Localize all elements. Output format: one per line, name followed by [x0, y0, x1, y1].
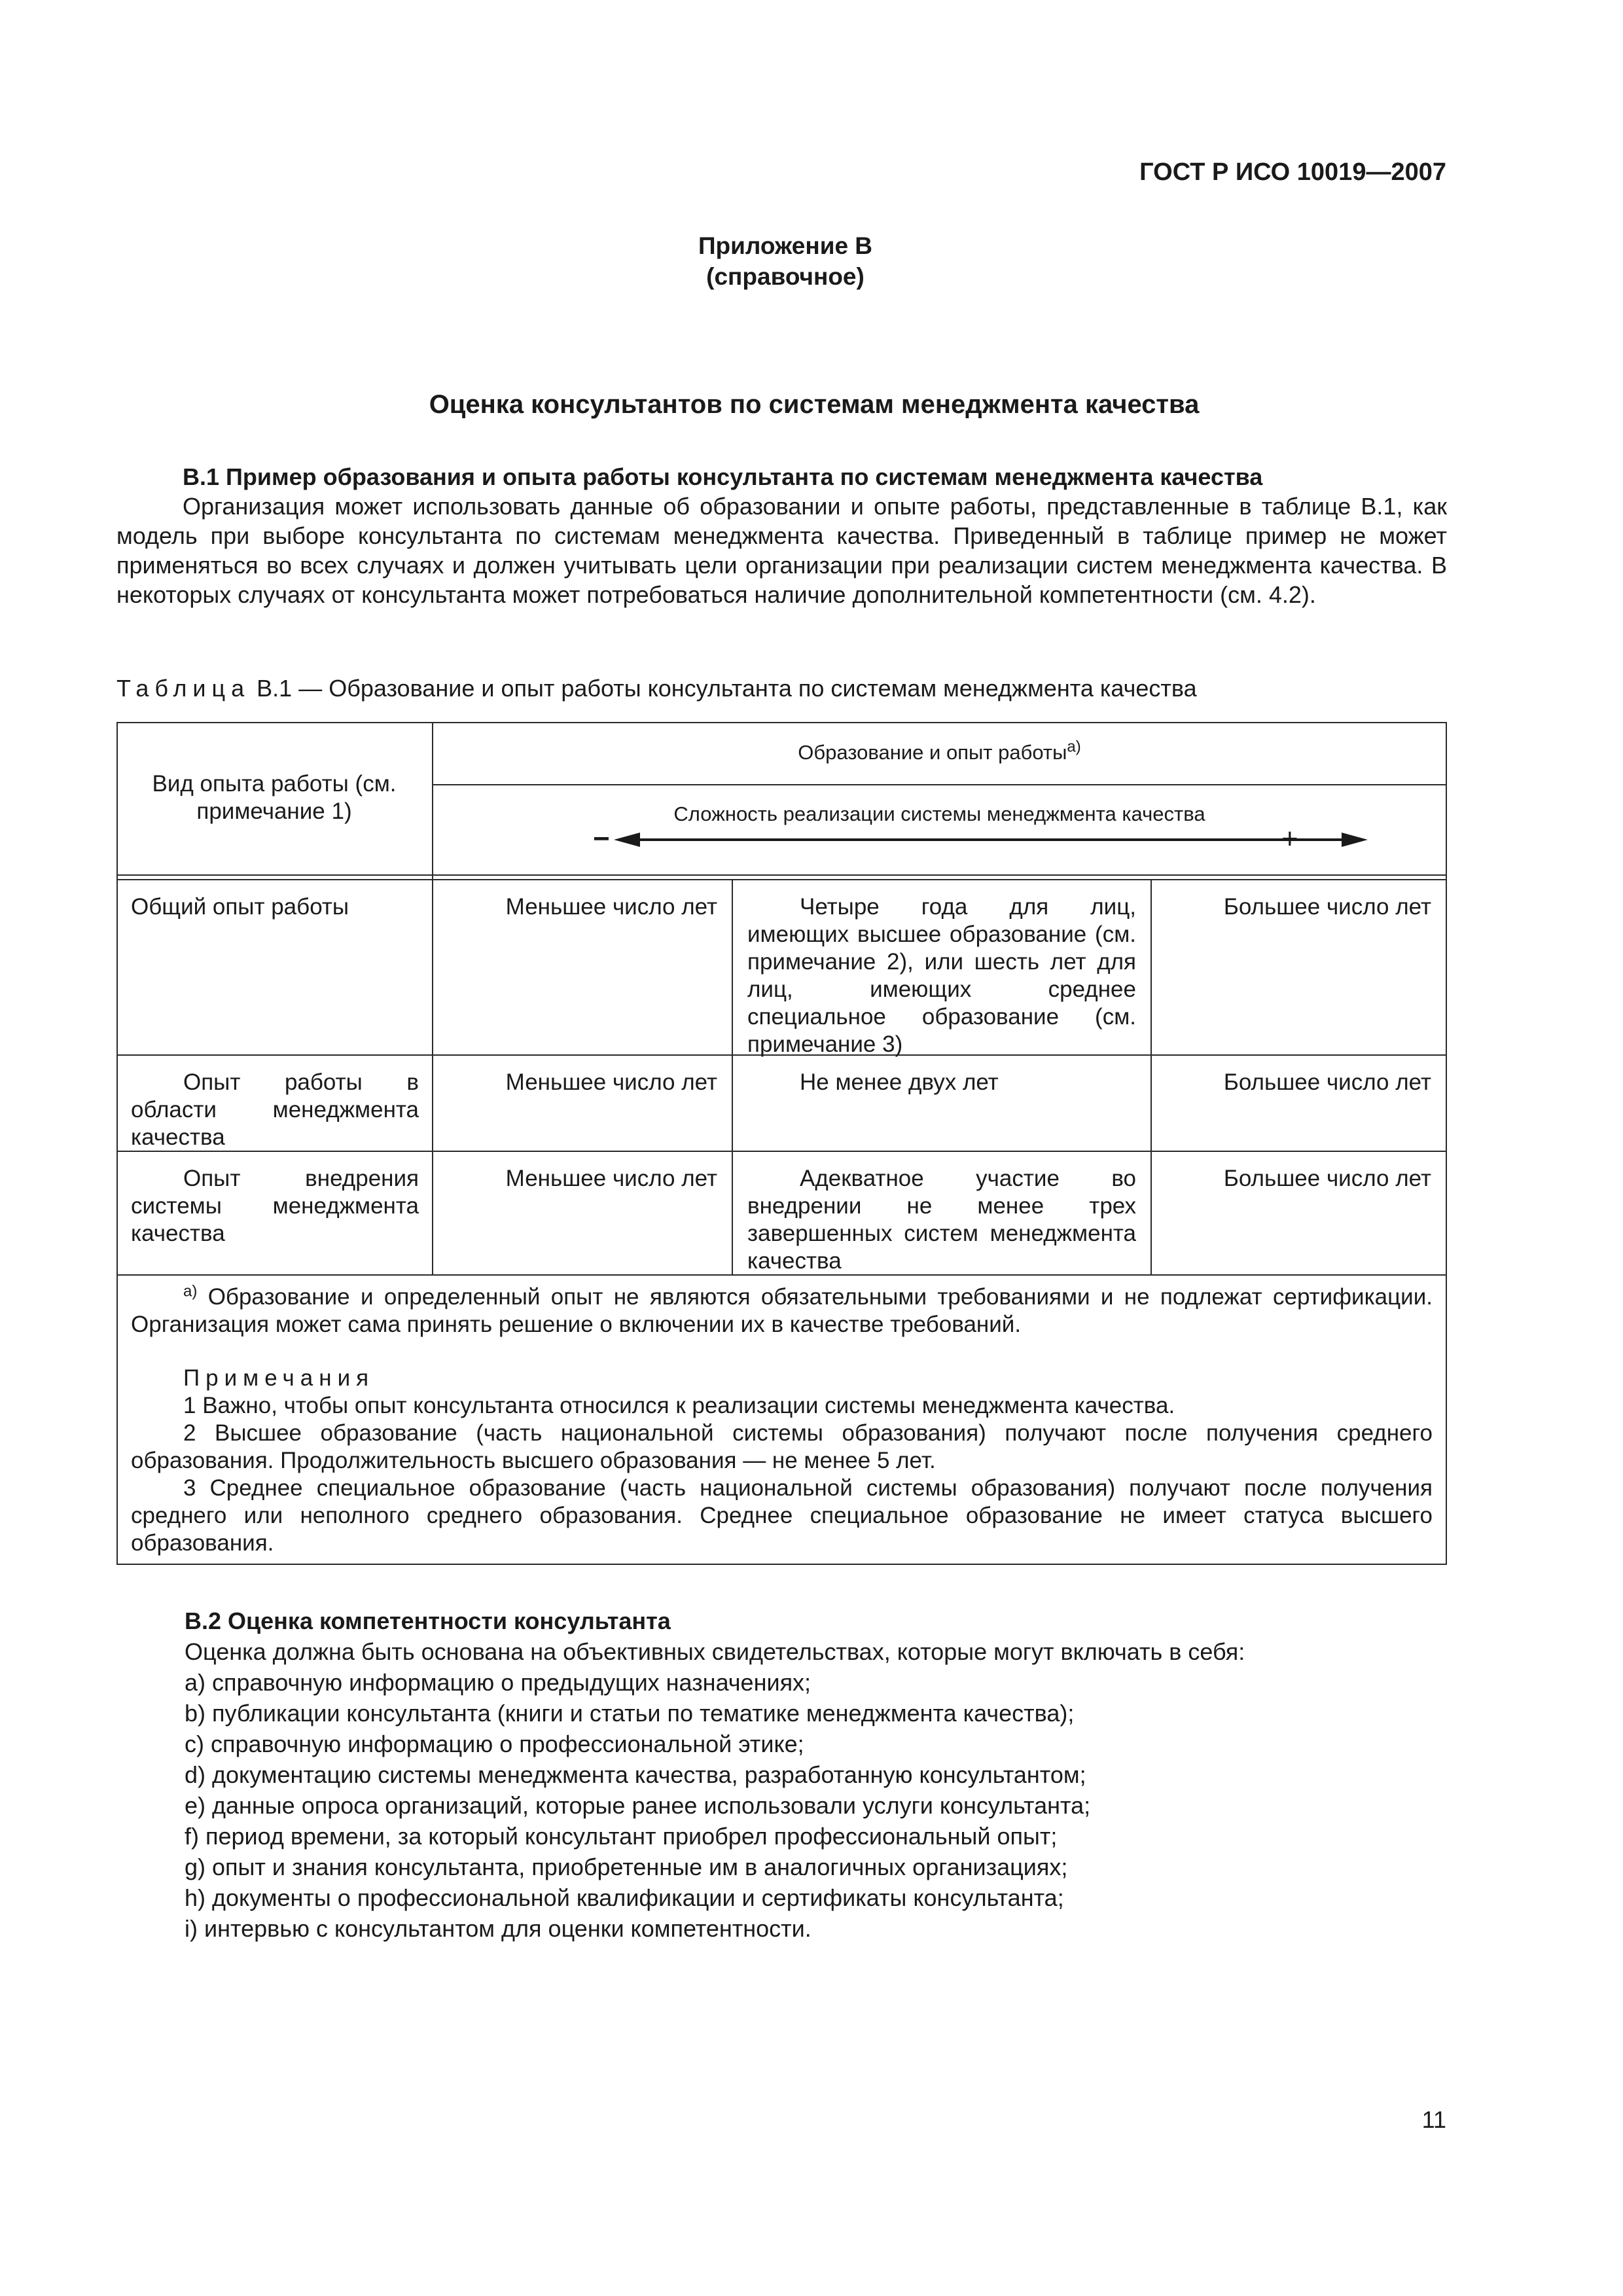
- note-item: 1 Важно, чтобы опыт консультанта относился к реализации системы менеджмента качества.: [183, 1393, 1175, 1418]
- note-item: 3 Среднее специальное образование (часть национальной системы образования) получают после получения среднего или неполного среднего образования. Среднее специальное образование не имеет статуса высшего образования.: [131, 1475, 1433, 1556]
- notes-title: Примечания: [183, 1365, 375, 1391]
- table-border-top: [116, 722, 1447, 723]
- table-border-bottom: [116, 1564, 1447, 1565]
- row-type-cell: Опыт работы в области менеджмента качества: [131, 1069, 419, 1150]
- annex-label: Приложение В: [698, 232, 873, 259]
- section-b1-paragraph: Организация может использовать данные об образовании и опыте работы, представленные в таблице В.1, как модель при выборе консультанта по системам менеджмента качества. Приведенный в таблице пример не может применяться во всех случаях и должен учитывать цели организации при реализации систем менеджмента качества. В некоторых случаях от консультанта может потребоваться наличие дополнительной компетентности (см. 4.2).: [116, 493, 1447, 608]
- annex-type: (справочное): [706, 263, 865, 290]
- row-low-cell: Меньшее число лет: [505, 894, 717, 920]
- list-item: f) период времени, за который консультант приобрел профессиональный опыт;: [185, 1823, 1058, 1850]
- section-b2-heading: В.2 Оценка компетентности консультанта: [185, 1607, 671, 1634]
- row-low-cell: Меньшее число лет: [505, 1166, 717, 1191]
- row-mid-cell: Четыре года для лиц, имеющих высшее образование (см. примечание 2), или шесть лет для лиц, имеющих среднее специальное образование (см. примечание 3): [747, 894, 1136, 1057]
- table-notes: [116, 1283, 1447, 1557]
- row-header-cell: [143, 770, 406, 825]
- complexity-plus: +: [1281, 823, 1298, 855]
- header-bottom-line-1: [116, 874, 1447, 876]
- list-item: с) справочную информацию о профессиональной этике;: [185, 1731, 804, 1757]
- footnote-mark: a): [183, 1282, 198, 1300]
- row-high-cell: Большее число лет: [1223, 894, 1431, 920]
- column-header-cell: [433, 739, 1446, 766]
- section-b1: [116, 462, 1447, 609]
- table-caption-text: В.1 — Образование и опыт работы консультанта по системам менеджмента качества: [250, 675, 1197, 702]
- table-caption-prefix: Таблица: [116, 675, 251, 702]
- double-arrow-icon: [588, 823, 1438, 856]
- row-type-cell: Опыт внедрения системы менеджмента качества: [131, 1166, 419, 1246]
- section-b1-heading: В.1 Пример образования и опыта работы консультанта по системам менеджмента качества: [183, 463, 1263, 490]
- column-header-footnote-mark: a): [1067, 738, 1081, 756]
- row-header-text: Вид опыта работы (см. примечание 1): [152, 771, 397, 824]
- complexity-label-text: Сложность реализации системы менеджмента качества: [673, 802, 1205, 825]
- list-item: g) опыт и знания консультанта, приобретенные им в аналогичных организациях;: [185, 1854, 1068, 1880]
- list-item: b) публикации консультанта (книги и статьи по тематике менеджмента качества);: [185, 1700, 1075, 1727]
- page-number: 11: [1421, 2106, 1446, 2133]
- row-mid-cell: Не менее двух лет: [800, 1069, 999, 1095]
- document-code: ГОСТ Р ИСО 10019—2007: [1139, 158, 1446, 186]
- section-b2-intro: Оценка должна быть основана на объективных свидетельствах, которые могут включать в себя:: [185, 1638, 1245, 1665]
- row-low-cell: Меньшее число лет: [505, 1069, 717, 1095]
- table-caption: [116, 675, 1458, 702]
- row-high-cell: Большее число лет: [1223, 1166, 1431, 1191]
- table-footnote: [131, 1283, 1433, 1338]
- list-item: d) документацию системы менеджмента качества, разработанную консультантом;: [185, 1761, 1086, 1788]
- row-high-cell: Большее число лет: [1223, 1069, 1431, 1095]
- annex-heading: [0, 230, 1571, 292]
- complexity-arrow: [588, 823, 1438, 856]
- header-bottom-line-2: [116, 879, 1447, 880]
- column-header-text: Образование и опыт работы: [798, 741, 1067, 764]
- list-item: i) интервью с консультантом для оценки компетентности.: [185, 1915, 812, 1942]
- note-item: 2 Высшее образование (часть национальной системы образования) получают после получения среднего образования. Продолжительность высшего образования — не менее 5 лет.: [131, 1420, 1433, 1473]
- row-type-cell: Общий опыт работы: [131, 894, 349, 920]
- list-item: а) справочную информацию о предыдущих назначениях;: [185, 1669, 812, 1696]
- list-item: е) данные опроса организаций, которые ранее использовали услуги консультанта;: [185, 1792, 1091, 1819]
- footnote-text: Образование и определенный опыт не являются обязательными требованиями и не подлежат сертификации. Организация может сама принять решение о включении их в качестве требований.: [131, 1284, 1433, 1337]
- section-b2: [185, 1605, 1428, 1944]
- complexity-minus: −: [593, 823, 610, 855]
- page-title: Оценка консультантов по системам менеджмента качества: [429, 390, 1200, 419]
- header-inner-line: [432, 784, 1447, 785]
- list-item: h) документы о профессиональной квалификации и сертификаты консультанта;: [185, 1884, 1064, 1911]
- education-experience-table: [116, 722, 1447, 1565]
- row-mid-cell: Адекватное участие во внедрении не менее трех завершенных систем менеджмента качества: [747, 1166, 1136, 1274]
